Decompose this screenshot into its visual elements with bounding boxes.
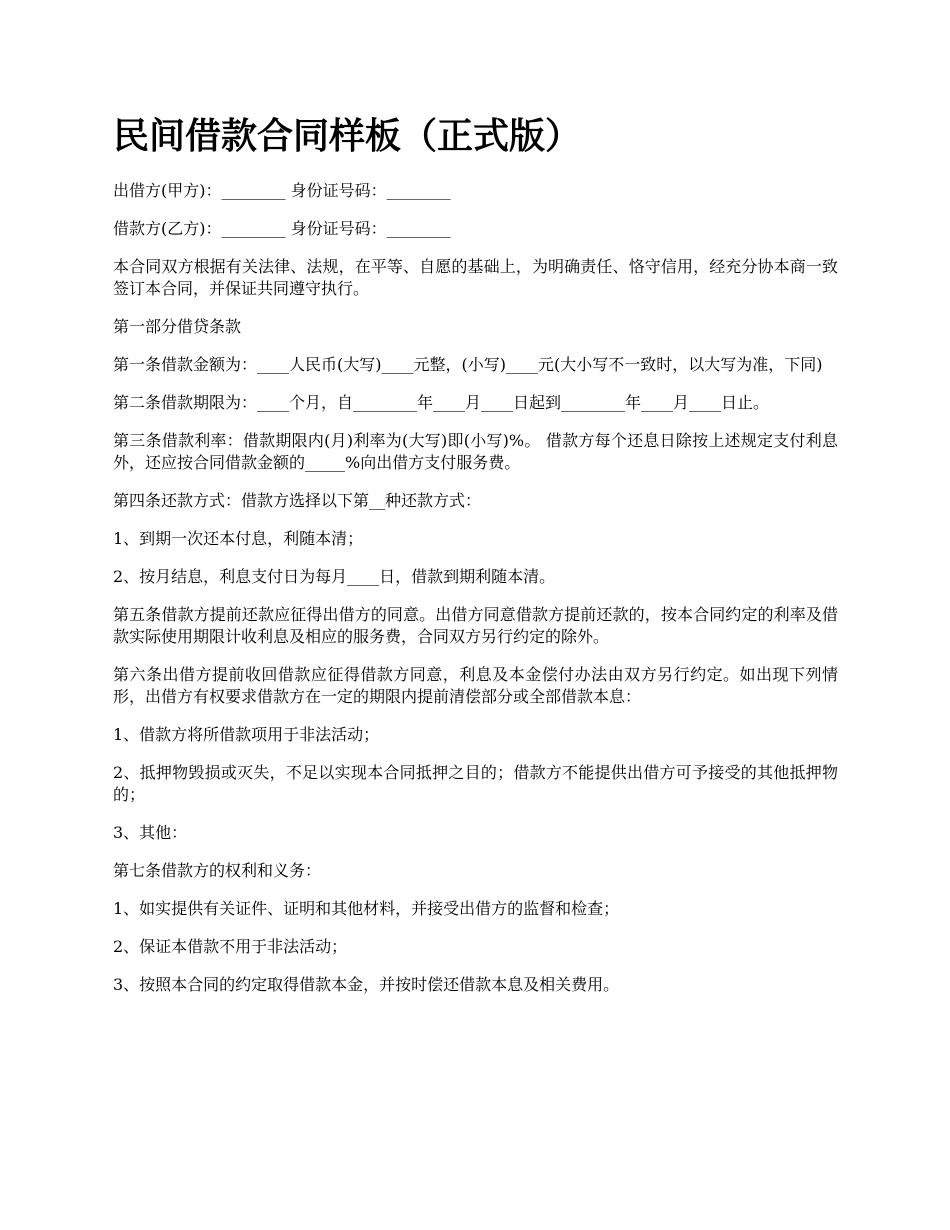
repayment-option-2: 2、按月结息，利息支付日为每月____日，借款到期利随本清。 — [113, 567, 556, 586]
article-5-early-repayment: 第五条借款方提前还款应征得出借方的同意。出借方同意借款方提前还款的，按本合同约定的利率及借款实际使用期限计收利息及相应的服务费，合同双方另行约定的除外。 — [113, 605, 838, 646]
borrower-duty-1: 1、如实提供有关证件、证明和其他材料，并接受出借方的监督和检查； — [113, 899, 620, 918]
article-6-early-recall: 第六条出借方提前收回借款应征得借款方同意，利息及本金偿付办法由双方另行约定。如出现下列情形，出借方有权要求借款方在一定的期限内提前清偿部分或全部借款本息： — [113, 665, 838, 706]
borrower-line: 借款方(乙方)：________ 身份证号码：________ — [113, 219, 451, 238]
section-heading: 第一部分借贷条款 — [113, 317, 242, 336]
borrower-duty-2: 2、保证本借款不用于非法活动； — [113, 937, 348, 956]
article-2-term: 第二条借款期限为：____个月，自________年____月____日起到________年____月____日止。 — [113, 393, 770, 412]
recall-condition-3: 3、其他： — [113, 823, 188, 842]
article-1-amount: 第一条借款金额为：____人民币(大写)____元整，(小写)____元(大小写不一致时，以大写为准，下同) — [113, 355, 823, 374]
recall-condition-2: 2、抵押物毁损或灭失，不足以实现本合同抵押之目的；借款方不能提供出借方可予接受的其他抵押物的； — [113, 763, 838, 804]
lender-line: 出借方(甲方)：________ 身份证号码：________ — [113, 181, 451, 200]
document-title: 民间借款合同样板（正式版） — [113, 116, 582, 157]
article-3-interest: 第三条借款利率：借款期限内(月)利率为(大写)即(小写)%。 借款方每个还息日除按上述规定支付利息外，还应按合同借款金额的_____%向出借方支付服务费。 — [113, 431, 838, 472]
article-4-repayment: 第四条还款方式：借款方选择以下第__种还款方式： — [113, 491, 482, 510]
recall-condition-1: 1、借款方将所借款项用于非法活动； — [113, 725, 380, 744]
repayment-option-1: 1、到期一次还本付息，利随本清； — [113, 529, 364, 548]
preamble-paragraph: 本合同双方根据有关法律、法规，在平等、自愿的基础上，为明确责任、恪守信用，经充分协本商一致签订本合同，并保证共同遵守执行。 — [113, 257, 838, 298]
document-page — [113, 112, 838, 1012]
article-7-borrower-rights: 第七条借款方的权利和义务： — [113, 861, 322, 880]
borrower-duty-3: 3、按照本合同的约定取得借款本金，并按时偿还借款本息及相关费用。 — [113, 975, 620, 994]
